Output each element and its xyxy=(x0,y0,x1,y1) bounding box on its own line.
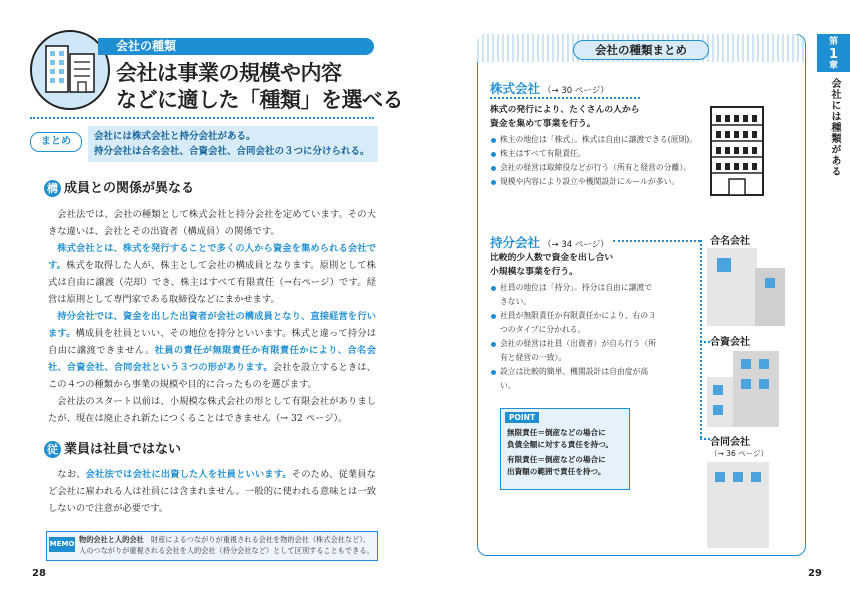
dotted-connector xyxy=(613,240,700,242)
list-item: 社員が無限責任か有限責任かにより、右の３つのタイプに分かれる。 xyxy=(490,309,658,337)
chapter-title-vertical: 会社には種類がある xyxy=(829,78,840,177)
memo-label: MEMO xyxy=(49,537,75,552)
body-section-1 xyxy=(48,206,376,427)
kabushiki-lead-2: 資金を集めて事業を行う。 xyxy=(490,119,596,129)
gomei-building-icon xyxy=(707,248,787,328)
summary-text xyxy=(88,126,378,162)
page-number-left: 28 xyxy=(32,568,46,579)
summary-line-1: 会社には株式会社と持分会社がある。 xyxy=(94,131,256,142)
heading-initial-badge: 従 xyxy=(44,441,61,458)
paragraph-5 xyxy=(48,466,376,517)
paragraph-3 xyxy=(48,308,376,393)
paragraph-3-mid: 構成員を社員といい、その地位を持分といいます。株式と違って持分は自由に譲渡できません。 xyxy=(48,328,376,356)
dotted-underline xyxy=(490,97,640,99)
paragraph-4: 会社法のスタート以前は、小規模な株式会社の形として有限会社がありましたが、現在は廃止され新たにつくることはできません（→ 32 ページ）。 xyxy=(48,396,376,424)
chapter-number: 1 xyxy=(828,47,839,62)
goshi-building-icon xyxy=(707,349,787,429)
point-box xyxy=(500,408,630,490)
godo-page-ref: （→ 36 ページ） xyxy=(710,449,768,458)
paragraph-5-pre: なお、 xyxy=(57,469,86,480)
heading-initial-badge: 構 xyxy=(44,180,61,197)
memo-body: 財産によるつながりが重視される会社を物的会社（株式会社など）、人のつながりが重視される会社を人的会社（持分会社など）として区別することもできる。 xyxy=(79,535,374,555)
paragraph-3-end: 会社を設立するときは、この４つの種類から事業の規模や目的に合ったものを選びます。 xyxy=(48,362,376,390)
right-page xyxy=(425,0,850,602)
gomei-label: 合名会社 xyxy=(710,236,750,247)
list-item: 株主の地位は「株式」。株式は自由に譲渡できる(原則)。 xyxy=(490,133,702,147)
mochibun-title xyxy=(490,233,609,251)
page-headline xyxy=(116,60,403,114)
mochibun-name: 持分会社 xyxy=(490,235,541,250)
chapter-tab xyxy=(817,34,850,72)
chapter-label: 第 xyxy=(828,37,838,47)
body-section-2 xyxy=(48,466,376,517)
page-number-right: 29 xyxy=(808,568,822,579)
dotted-branch xyxy=(700,438,710,440)
list-item: 会社の経営は取締役などが行う（所有と経営の分離）。 xyxy=(490,161,702,175)
kabushiki-lead xyxy=(490,103,640,131)
paragraph-2-rest: 株式を取得した人が、株主として会社の構成員となります。原則として株式は自由に譲渡（売却）でき、株主はすべて有限責任（→右ページ）です。経営は原則として専門家である取締役などにまかせます。 xyxy=(48,260,376,305)
kabushiki-name: 株式会社 xyxy=(490,81,541,96)
mochibun-page-ref: （→ 34 ページ） xyxy=(543,240,609,250)
heading-relationship xyxy=(44,180,194,198)
list-item: 設立は比較的簡単、機関設計は自由度が高い。 xyxy=(490,365,658,393)
mochibun-lead-2: 小規模な事業を行う。 xyxy=(490,267,578,277)
list-item: 株主はすべて有限責任。 xyxy=(490,147,702,161)
dotted-divider xyxy=(30,117,374,119)
summary-line-2: 持分会社は合名会社、合資会社、合同会社の３つに分けられる。 xyxy=(94,146,370,157)
paragraph-5-rest: そのため、従業員など会社に雇われる人は社員には含まれません。一般的に使われる意味とは一致しないので注意が必要です。 xyxy=(48,469,376,514)
point-line: 負債全額に対する責任を持つ。 xyxy=(507,440,614,449)
heading-employees xyxy=(44,441,181,459)
highlight-three-types: 社員の責任が無限責任か有限責任かにより、合名会社、合資会社、合同会社という３つの形があります。 xyxy=(48,345,376,373)
chapter-suffix: 章 xyxy=(828,61,838,71)
list-item: 規模や内容により設立や機関設計にルールが多い。 xyxy=(490,175,702,189)
headline-line-2: などに適した「種類」を選べる xyxy=(116,88,403,112)
mochibun-lead xyxy=(490,251,613,279)
heading-text: 業員は社員ではない xyxy=(64,442,182,457)
heading-text: 成員との関係が異なる xyxy=(64,181,195,196)
paragraph-2 xyxy=(48,240,376,308)
point-line: 無限責任＝倒産などの場合に xyxy=(507,428,606,437)
dotted-tree-trunk xyxy=(700,240,702,438)
highlight-mochibun: 持分会社では、資金を出した出資者が会社の構成員となり、直接経営を行います。 xyxy=(48,311,376,339)
kabushiki-title xyxy=(490,79,609,97)
kabushiki-bullets xyxy=(490,133,702,189)
matome-badge: まとめ xyxy=(30,132,82,152)
section-tab: 会社の種類 xyxy=(98,38,374,55)
goshi-label: 合資会社 xyxy=(710,337,750,348)
headline-line-1: 会社は事業の規模や内容 xyxy=(116,61,342,85)
tall-building-icon xyxy=(707,103,767,199)
godo-building-icon xyxy=(707,462,777,550)
dotted-branch xyxy=(700,341,710,343)
memo-title: 物的会社と人的会社 xyxy=(79,535,144,544)
summary-title: 会社の種類まとめ xyxy=(573,40,709,60)
list-item: 社員の地位は「持分」。持分は自由に譲渡できない。 xyxy=(490,281,658,309)
highlight-kabushiki: 株式会社とは、株式を発行することで多くの人から資金を集められる会社です。 xyxy=(48,243,376,271)
memo-text xyxy=(79,534,374,556)
mochibun-bullets xyxy=(490,281,658,393)
list-item: 会社の経営は社員（出資者）が自ら行う（所有と経営の一致）。 xyxy=(490,337,658,365)
mochibun-lead-1: 比較的少人数で資金を出し合い xyxy=(490,253,614,263)
kabushiki-page-ref: （→ 30 ページ） xyxy=(543,86,609,96)
kabushiki-lead-1: 株式の発行により、たくさんの人から xyxy=(490,105,640,115)
paragraph-1: 会社法では、会社の種類として株式会社と持分会社を定めています。その大きな違いは、会社とその出資者（構成員）の関係です。 xyxy=(48,209,376,237)
point-line: 出資額の範囲で責任を持つ。 xyxy=(507,467,606,476)
memo-box xyxy=(46,531,378,561)
highlight-shain: 会社法では会社に出資した人を社員といいます。 xyxy=(85,469,292,480)
godo-label: 合同会社 xyxy=(710,437,750,448)
point-text xyxy=(507,427,613,478)
point-tag: POINT xyxy=(505,412,539,423)
point-line: 有限責任＝倒産などの場合に xyxy=(507,455,606,464)
